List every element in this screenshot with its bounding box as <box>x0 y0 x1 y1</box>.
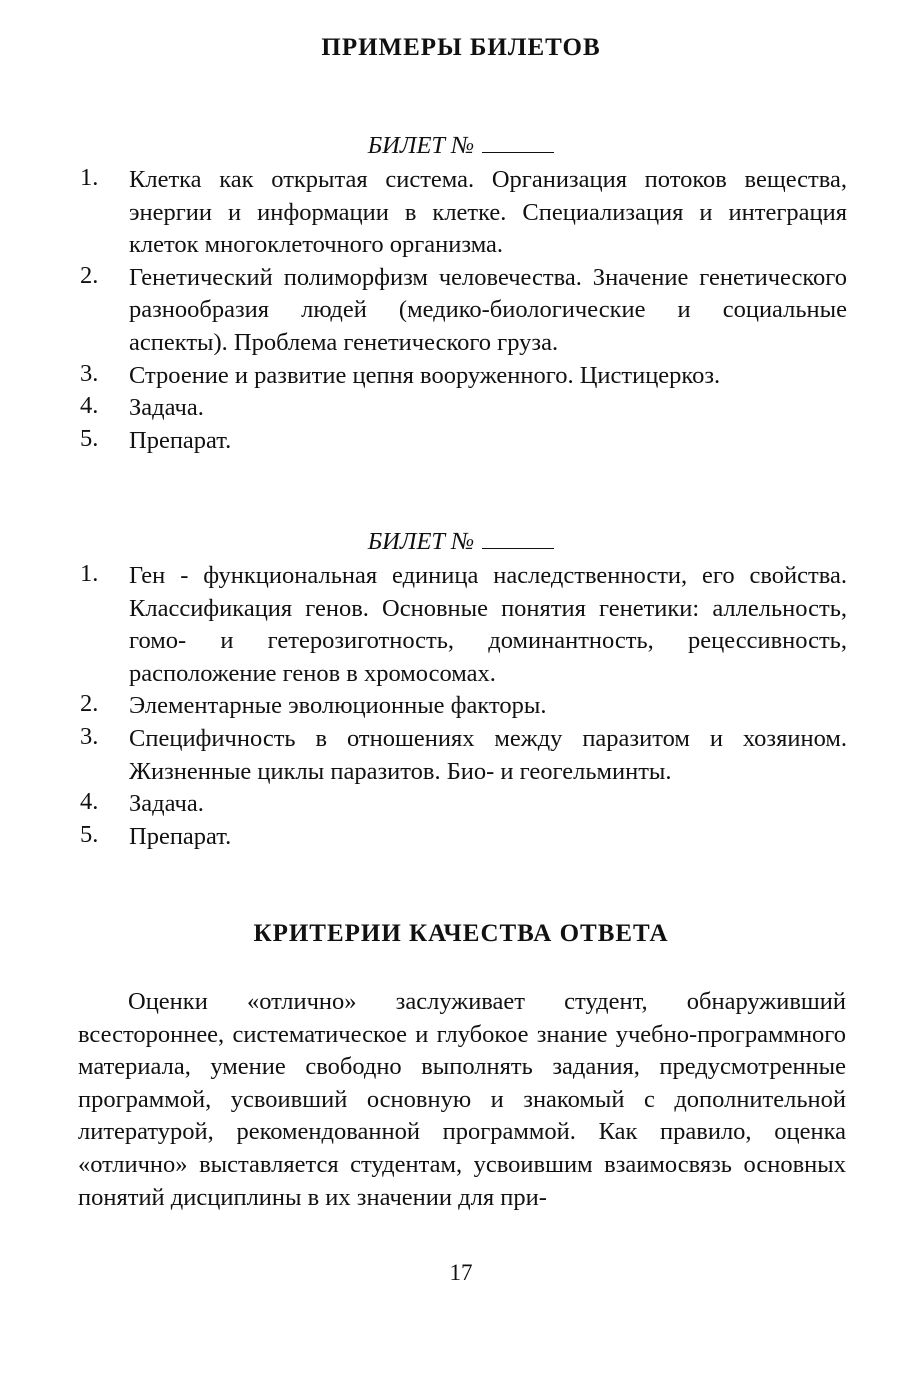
item-text: Клетка как открытая система. Организация потоков вещества, энергии и информации в клетке. Специализация и интеграция клеток многоклеточного организма. <box>129 166 847 259</box>
item-text: Ген - функциональная единица наследственности, его свойства. Классификация генов. Основные понятия генетики: аллельность, гомо- и гетерозиготность, доминантность, рецессивность, расположение генов в хромосомах. <box>129 562 847 687</box>
list-item <box>0 262 922 360</box>
ticket-2-number-blank <box>482 530 554 549</box>
list-item <box>0 392 922 425</box>
item-number: 5. <box>80 424 99 452</box>
ticket-1-number-blank <box>482 134 554 153</box>
item-text: Строение и развитие цепня вооруженного. Цистицеркоз. <box>129 361 721 389</box>
list-item <box>0 360 922 393</box>
heading-examples: ПРИМЕРЫ БИЛЕТОВ <box>321 34 601 61</box>
list-item <box>0 425 922 458</box>
item-text: Препарат. <box>129 822 232 850</box>
ticket-2-title <box>0 528 922 556</box>
item-number: 2. <box>80 690 99 718</box>
ticket-1-questions <box>0 164 922 457</box>
item-text: Генетический полиморфизм человечества. Значение генетического разнообразия людей (медико-биологические и социальные аспекты). Проблема генетического груза. <box>129 263 847 356</box>
item-text: Элементарные эволюционные факторы. <box>129 692 547 720</box>
list-item <box>0 821 922 854</box>
item-number: 5. <box>80 820 99 848</box>
item-text: Задача. <box>129 790 204 818</box>
heading-criteria: КРИТЕРИИ КАЧЕСТВА ОТВЕТА <box>253 920 669 947</box>
item-text: Задача. <box>129 394 204 422</box>
page-number: 17 <box>449 1260 473 1285</box>
criteria-paragraph: Оценки «отлично» заслуживает студент, обнаруживший всестороннее, систематическое и глубокое знание учебно-программного материала, умение свободно выполнять задания, предусмотренные программой, усвоивший основную и знакомый с дополнительной литературой, рекомендованной программой. Как правило, оценка «отлично» выставляется студентам, усвоившим взаимосвязь основных понятий дисциплины в их значении для при- <box>78 988 846 1211</box>
list-item <box>0 560 922 690</box>
item-number: 3. <box>80 359 99 387</box>
item-number: 1. <box>80 164 99 191</box>
list-item <box>0 164 922 262</box>
ticket-1-title <box>0 132 922 160</box>
ticket-2-questions <box>0 560 922 853</box>
item-number: 4. <box>80 392 99 420</box>
item-text: Препарат. <box>129 426 232 454</box>
list-item <box>0 788 922 821</box>
item-text: Специфичность в отношениях между паразитом и хозяином. Жизненные циклы паразитов. Био- и геогельминты. <box>129 724 847 785</box>
ticket-1-title-text: БИЛЕТ № <box>367 132 475 159</box>
list-item <box>0 723 922 788</box>
ticket-2-title-text: БИЛЕТ № <box>367 528 475 555</box>
item-number: 4. <box>80 788 99 816</box>
item-number: 1. <box>80 560 99 587</box>
item-number: 3. <box>80 722 99 750</box>
list-item <box>0 690 922 723</box>
item-number: 2. <box>80 261 99 289</box>
